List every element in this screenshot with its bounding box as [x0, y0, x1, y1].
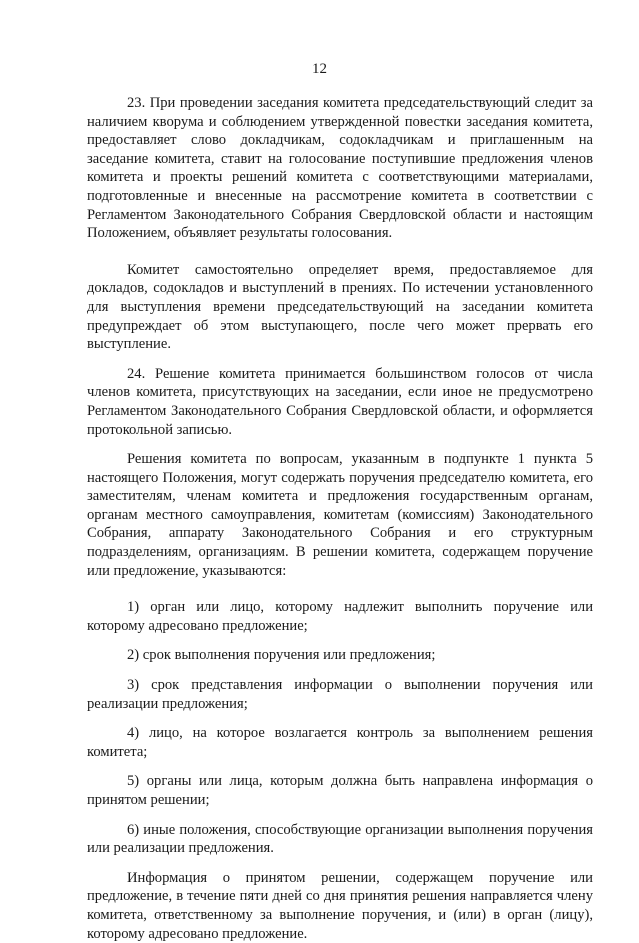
list-item-4: 4) лицо, на которое возлагается контроль за выполнением решения комитета; [87, 725, 593, 760]
list-item-3: 3) срок представления информации о выполнении поручения или реализации предложения; [87, 677, 593, 712]
list-item-6: 6) иные положения, способствующие организации выполнения поручения или реализации предложения. [87, 821, 593, 857]
paragraph-information: Информация о принятом решении, содержащем поручение или предложение, в течение пяти дней со дня принятия решения направляется члену комитета, ответственному за выполнение поручения, и (или) в орган (лицу), которому адресовано предложение. [87, 869, 593, 942]
document-body [87, 94, 593, 943]
list-item-2: 2) срок выполнения поручения или предложения; [127, 647, 436, 664]
list-item-5: 5) органы или лица, которым должна быть направлена информация о принятом решении; [87, 773, 593, 808]
paragraph-24: 24. Решение комитета принимается большинством голосов от числа членов комитета, присутствующих на заседании, если иное не предусмотрено Регламентом Законодательного Собрания Свердловской области, и оформляется протокольной записью. [87, 365, 593, 438]
paragraph-23: 23. При проведении заседания комитета председательствующий следит за наличием кворума и соблюдением утвержденной повестки заседания комитета, предоставляет слово докладчикам, содокладчикам и приглашенным на заседание комитета, ставит на голосование поступившие предложения членов комитета и проекты решений комитета с соответствующими материалами, подготовленные и внесенные на рассмотрение комитета в соответствии с Регламентом Законодательного Собрания Свердловской области и настоящим Положением, объявляет результаты голосования. [87, 95, 593, 242]
list-item-1: 1) орган или лицо, которому надлежит выполнить поручение или которому адресовано предложение; [87, 599, 593, 634]
paragraph-decisions: Решения комитета по вопросам, указанным в подпункте 1 пункта 5 настоящего Положения, могут содержать поручения председателю комитета, его заместителям, членам комитета и предложения государственным органам, органам местного самоуправления, комитетам (комиссиям) Законодательного Собрания, аппарату Законодательного Собрания и его структурным подразделениям, организациям. В решении комитета, содержащем поручение или предложение, указываются: [87, 451, 593, 579]
page-number: 12 [312, 61, 327, 77]
paragraph-speaking-time: Комитет самостоятельно определяет время, предоставляемое для докладов, содокладов и выступлений в прениях. По истечении установленного для выступления времени председательствующий на заседании комитета предупреждает об этом выступающего, после чего может прервать его выступление. [87, 261, 593, 353]
